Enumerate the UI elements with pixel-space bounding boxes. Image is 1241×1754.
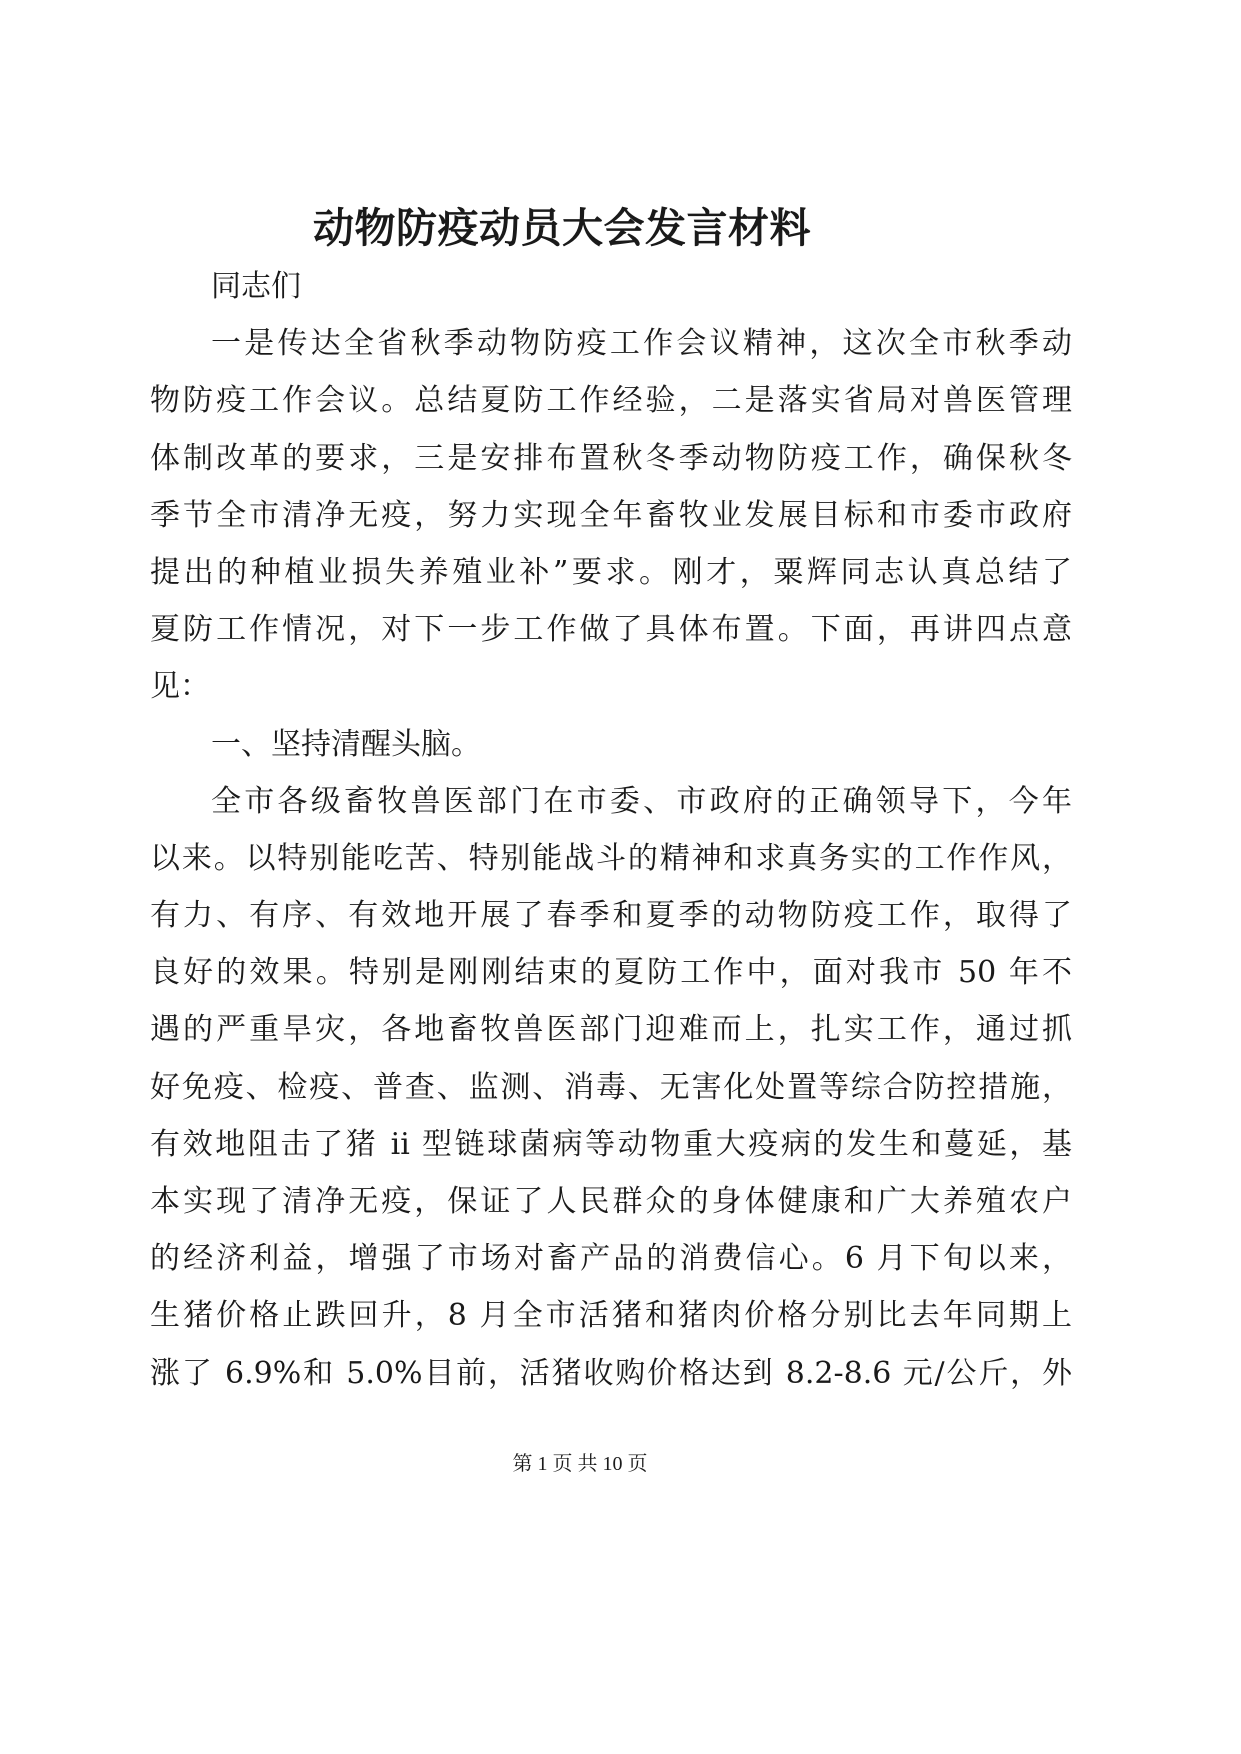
paragraph-line: 本实现了清净无疫，保证了人民群众的身体健康和广大养殖农户 [150, 1184, 1072, 1219]
document-title: 动物防疫动员大会发言材料 [313, 204, 811, 252]
paragraph-line: 见： [150, 669, 210, 705]
paragraph-line: 良好的效果。特别是刚刚结束的夏防工作中，面对我市 50 年不 [150, 955, 1072, 991]
paragraph-line: 遇的严重旱灾，各地畜牧兽医部门迎难而上，扎实工作，通过抓 [150, 1012, 1072, 1048]
paragraph-line: 好免疫、检疫、普查、监测、消毒、无害化处置等综合防控措施， [150, 1069, 1072, 1105]
paragraph-line: 一是传达全省秋季动物防疫工作会议精神，这次全市秋季动 [211, 326, 1072, 362]
document-body [150, 258, 1072, 1402]
paragraph-line: 涨了 6.9%和 5.0%目前，活猪收购价格达到 8.2-8.6 元/公斤，外 [150, 1355, 1072, 1391]
paragraph-line: 季节全市清净无疫，努力实现全年畜牧业发展目标和市委市政府 [150, 497, 1072, 533]
paragraph-line: 有力、有序、有效地开展了春季和夏季的动物防疫工作，取得了 [150, 898, 1072, 934]
paragraph-line: 生猪价格止跌回升，8 月全市活猪和猪肉价格分别比去年同期上 [150, 1298, 1072, 1334]
paragraph-line: 全市各级畜牧兽医部门在市委、市政府的正确领导下，今年 [211, 783, 1072, 819]
paragraph-line: 以来。以特别能吃苦、特别能战斗的精神和求真务实的工作作风， [150, 840, 1072, 876]
paragraph-line: 提出的种植业损失养殖业补”要求。刚才，粟辉同志认真总结了 [150, 554, 1072, 590]
paragraph-line: 物防疫工作会议。总结夏防工作经验，二是落实省局对兽医管理 [150, 383, 1072, 419]
section-heading: 一、坚持清醒头脑。 [211, 726, 481, 762]
paragraph-line: 有效地阻击了猪 ii 型链球菌病等动物重大疫病的发生和蔓延，基 [150, 1126, 1072, 1162]
page-footer: 第 1 页 共 10 页 [512, 1453, 648, 1475]
paragraph-line: 体制改革的要求，三是安排布置秋冬季动物防疫工作，确保秋冬 [150, 440, 1072, 476]
paragraph-line: 夏防工作情况，对下一步工作做了具体布置。下面，再讲四点意 [150, 612, 1072, 648]
salutation-line: 同志们 [211, 269, 301, 304]
paragraph-line: 的经济利益，增强了市场对畜产品的消费信心。6 月下旬以来， [150, 1241, 1072, 1277]
